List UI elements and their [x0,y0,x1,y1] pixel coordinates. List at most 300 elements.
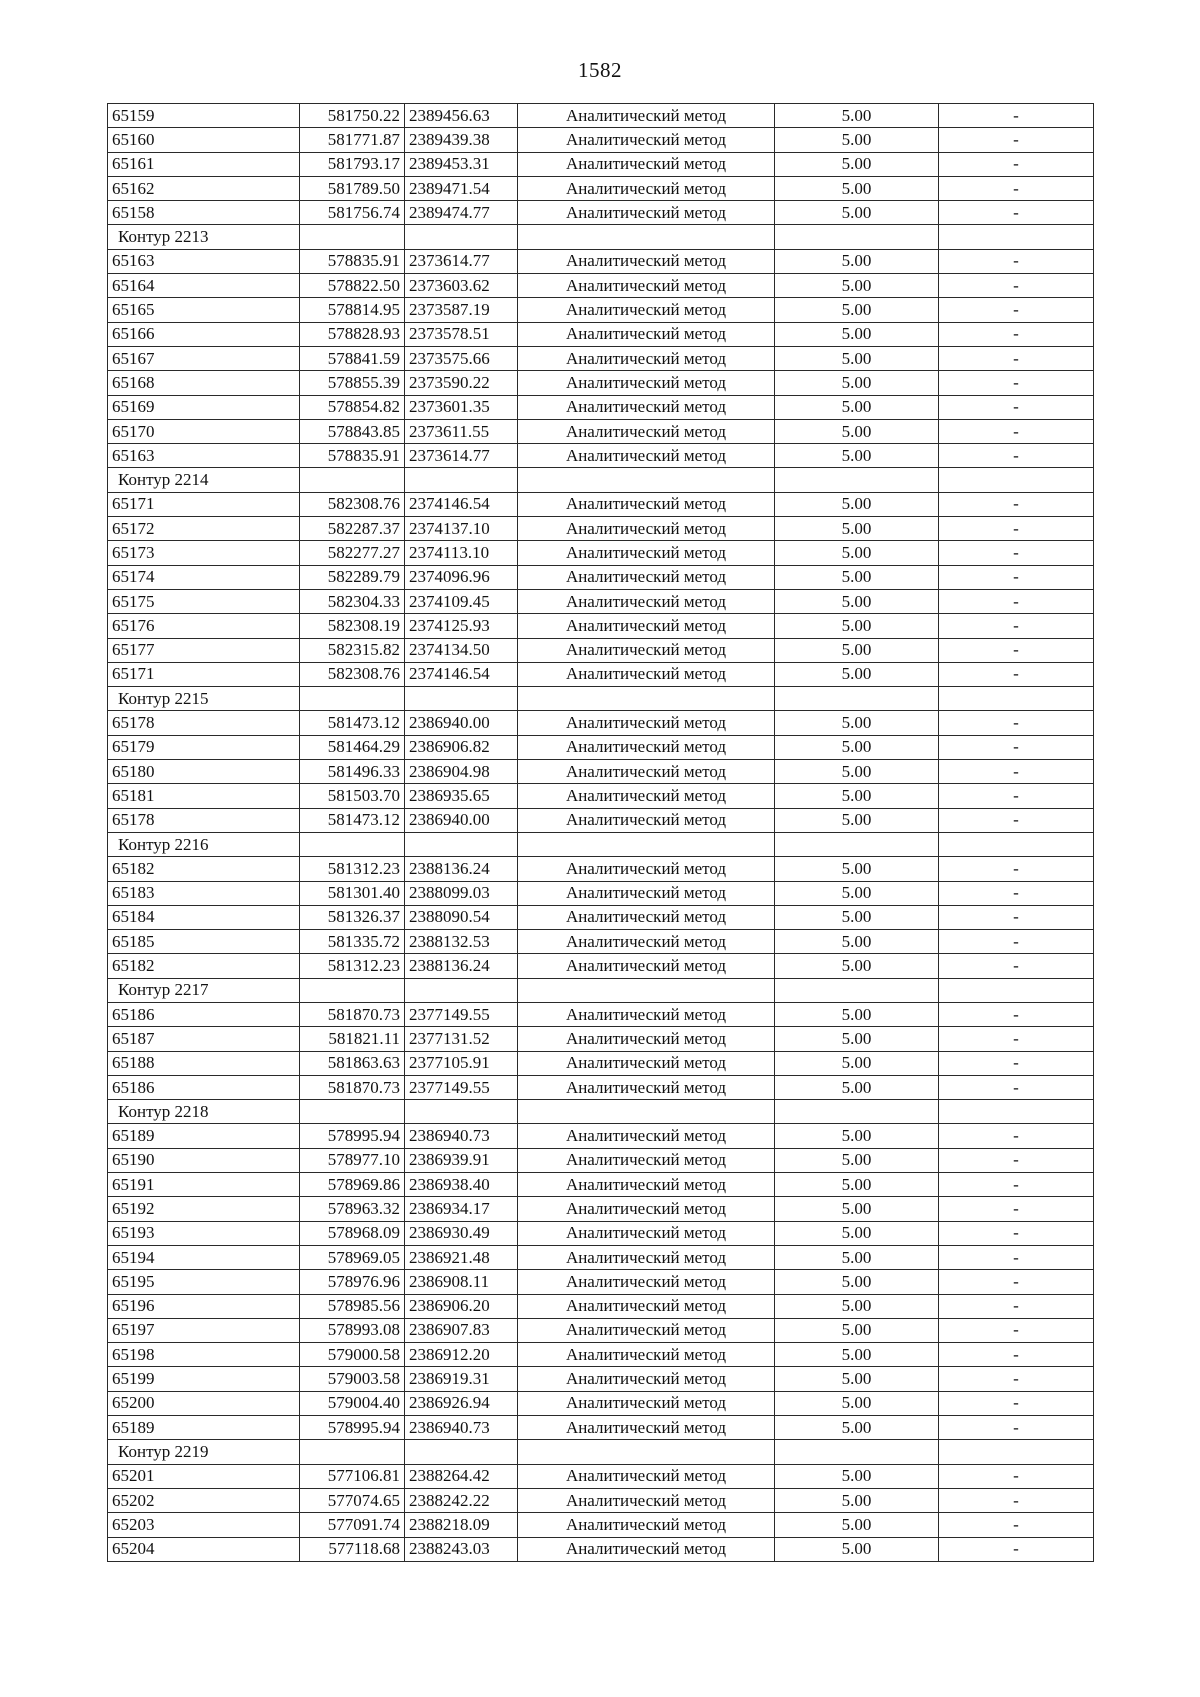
empty-cell [518,1440,775,1464]
empty-cell [518,468,775,492]
method-cell: Аналитический метод [518,1367,775,1391]
accuracy-cell: 5.00 [775,1245,939,1269]
y-coordinate-cell: 2373614.77 [405,444,518,468]
x-coordinate-cell: 578854.82 [300,395,405,419]
x-coordinate-cell: 581473.12 [300,711,405,735]
method-cell: Аналитический метод [518,1488,775,1512]
empty-cell [405,1440,518,1464]
note-cell: - [939,930,1094,954]
x-coordinate-cell: 577106.81 [300,1464,405,1488]
accuracy-cell: 5.00 [775,808,939,832]
y-coordinate-cell: 2389474.77 [405,201,518,225]
note-cell: - [939,1367,1094,1391]
empty-cell [939,225,1094,249]
accuracy-cell: 5.00 [775,492,939,516]
table-row [108,1197,1094,1221]
note-cell: - [939,1245,1094,1269]
point-id-cell: 65176 [108,614,300,638]
y-coordinate-cell: 2373587.19 [405,298,518,322]
table-row [108,346,1094,370]
note-cell: - [939,1221,1094,1245]
accuracy-cell: 5.00 [775,614,939,638]
accuracy-cell: 5.00 [775,1488,939,1512]
contour-label: Контур 2216 [108,832,300,856]
method-cell: Аналитический метод [518,881,775,905]
point-id-cell: 65177 [108,638,300,662]
table-row [108,541,1094,565]
empty-cell [775,832,939,856]
note-cell: - [939,1270,1094,1294]
note-cell: - [939,1294,1094,1318]
point-id-cell: 65202 [108,1488,300,1512]
point-id-cell: 65189 [108,1124,300,1148]
x-coordinate-cell: 582308.19 [300,614,405,638]
empty-cell [300,468,405,492]
method-cell: Аналитический метод [518,128,775,152]
x-coordinate-cell: 578995.94 [300,1416,405,1440]
x-coordinate-cell: 581326.37 [300,905,405,929]
table-row [108,1391,1094,1415]
method-cell: Аналитический метод [518,419,775,443]
note-cell: - [939,1513,1094,1537]
y-coordinate-cell: 2374134.50 [405,638,518,662]
empty-cell [300,978,405,1002]
y-coordinate-cell: 2374146.54 [405,662,518,686]
accuracy-cell: 5.00 [775,517,939,541]
note-cell: - [939,1416,1094,1440]
x-coordinate-cell: 581312.23 [300,857,405,881]
note-cell: - [939,784,1094,808]
y-coordinate-cell: 2388099.03 [405,881,518,905]
method-cell: Аналитический метод [518,1464,775,1488]
table-row [108,371,1094,395]
method-cell: Аналитический метод [518,589,775,613]
method-cell: Аналитический метод [518,1270,775,1294]
note-cell: - [939,614,1094,638]
point-id-cell: 65168 [108,371,300,395]
y-coordinate-cell: 2388243.03 [405,1537,518,1561]
contour-label: Контур 2215 [108,687,300,711]
page-number: 1582 [578,58,622,82]
empty-cell [518,225,775,249]
point-id-cell: 65193 [108,1221,300,1245]
y-coordinate-cell: 2388264.42 [405,1464,518,1488]
empty-cell [518,1100,775,1124]
method-cell: Аналитический метод [518,1148,775,1172]
note-cell: - [939,954,1094,978]
y-coordinate-cell: 2386934.17 [405,1197,518,1221]
x-coordinate-cell: 578822.50 [300,274,405,298]
accuracy-cell: 5.00 [775,1075,939,1099]
point-id-cell: 65174 [108,565,300,589]
method-cell: Аналитический метод [518,249,775,273]
table-row [108,444,1094,468]
point-id-cell: 65199 [108,1367,300,1391]
empty-cell [405,978,518,1002]
x-coordinate-cell: 578977.10 [300,1148,405,1172]
table-row [108,1148,1094,1172]
x-coordinate-cell: 578969.05 [300,1245,405,1269]
y-coordinate-cell: 2386904.98 [405,760,518,784]
note-cell: - [939,662,1094,686]
y-coordinate-cell: 2386906.82 [405,735,518,759]
y-coordinate-cell: 2374146.54 [405,492,518,516]
accuracy-cell: 5.00 [775,201,939,225]
y-coordinate-cell: 2377149.55 [405,1002,518,1026]
point-id-cell: 65161 [108,152,300,176]
x-coordinate-cell: 581756.74 [300,201,405,225]
accuracy-cell: 5.00 [775,954,939,978]
empty-cell [405,468,518,492]
accuracy-cell: 5.00 [775,1027,939,1051]
y-coordinate-cell: 2389471.54 [405,176,518,200]
note-cell: - [939,152,1094,176]
point-id-cell: 65173 [108,541,300,565]
y-coordinate-cell: 2377131.52 [405,1027,518,1051]
method-cell: Аналитический метод [518,298,775,322]
table-row [108,589,1094,613]
x-coordinate-cell: 581464.29 [300,735,405,759]
method-cell: Аналитический метод [518,274,775,298]
empty-cell [300,832,405,856]
x-coordinate-cell: 579003.58 [300,1367,405,1391]
x-coordinate-cell: 582308.76 [300,662,405,686]
table-row [108,492,1094,516]
table-row [108,1488,1094,1512]
note-cell: - [939,371,1094,395]
table-row [108,1537,1094,1561]
point-id-cell: 65203 [108,1513,300,1537]
contour-header-row [108,687,1094,711]
method-cell: Аналитический метод [518,1318,775,1342]
x-coordinate-cell: 581863.63 [300,1051,405,1075]
y-coordinate-cell: 2386939.91 [405,1148,518,1172]
x-coordinate-cell: 582315.82 [300,638,405,662]
x-coordinate-cell: 581503.70 [300,784,405,808]
accuracy-cell: 5.00 [775,1124,939,1148]
table-row [108,152,1094,176]
point-id-cell: 65179 [108,735,300,759]
y-coordinate-cell: 2389439.38 [405,128,518,152]
point-id-cell: 65181 [108,784,300,808]
empty-cell [405,832,518,856]
empty-cell [775,225,939,249]
y-coordinate-cell: 2373614.77 [405,249,518,273]
point-id-cell: 65180 [108,760,300,784]
table-row [108,517,1094,541]
table-row [108,638,1094,662]
table-row [108,1173,1094,1197]
point-id-cell: 65163 [108,444,300,468]
note-cell: - [939,322,1094,346]
contour-header-row [108,468,1094,492]
y-coordinate-cell: 2377149.55 [405,1075,518,1099]
table-row [108,1294,1094,1318]
method-cell: Аналитический метод [518,176,775,200]
note-cell: - [939,905,1094,929]
method-cell: Аналитический метод [518,1416,775,1440]
table-row [108,322,1094,346]
note-cell: - [939,1488,1094,1512]
y-coordinate-cell: 2373575.66 [405,346,518,370]
y-coordinate-cell: 2373603.62 [405,274,518,298]
y-coordinate-cell: 2374125.93 [405,614,518,638]
note-cell: - [939,249,1094,273]
note-cell: - [939,492,1094,516]
y-coordinate-cell: 2386912.20 [405,1343,518,1367]
note-cell: - [939,711,1094,735]
method-cell: Аналитический метод [518,1343,775,1367]
x-coordinate-cell: 578995.94 [300,1124,405,1148]
accuracy-cell: 5.00 [775,176,939,200]
table-row [108,1367,1094,1391]
note-cell: - [939,1343,1094,1367]
point-id-cell: 65159 [108,104,300,128]
method-cell: Аналитический метод [518,857,775,881]
note-cell: - [939,1318,1094,1342]
table-row [108,274,1094,298]
x-coordinate-cell: 582287.37 [300,517,405,541]
point-id-cell: 65192 [108,1197,300,1221]
contour-header-row [108,1440,1094,1464]
empty-cell [775,978,939,1002]
x-coordinate-cell: 578841.59 [300,346,405,370]
y-coordinate-cell: 2373590.22 [405,371,518,395]
accuracy-cell: 5.00 [775,1367,939,1391]
point-id-cell: 65175 [108,589,300,613]
contour-header-row [108,1100,1094,1124]
table-row [108,1270,1094,1294]
accuracy-cell: 5.00 [775,1173,939,1197]
note-cell: - [939,565,1094,589]
x-coordinate-cell: 578828.93 [300,322,405,346]
x-coordinate-cell: 577118.68 [300,1537,405,1561]
x-coordinate-cell: 578963.32 [300,1197,405,1221]
empty-cell [939,1440,1094,1464]
method-cell: Аналитический метод [518,395,775,419]
note-cell: - [939,128,1094,152]
point-id-cell: 65196 [108,1294,300,1318]
method-cell: Аналитический метод [518,1075,775,1099]
method-cell: Аналитический метод [518,905,775,929]
point-id-cell: 65164 [108,274,300,298]
x-coordinate-cell: 581473.12 [300,808,405,832]
note-cell: - [939,395,1094,419]
x-coordinate-cell: 578993.08 [300,1318,405,1342]
accuracy-cell: 5.00 [775,589,939,613]
y-coordinate-cell: 2374113.10 [405,541,518,565]
y-coordinate-cell: 2377105.91 [405,1051,518,1075]
point-id-cell: 65183 [108,881,300,905]
point-id-cell: 65169 [108,395,300,419]
method-cell: Аналитический метод [518,1294,775,1318]
point-id-cell: 65200 [108,1391,300,1415]
note-cell: - [939,735,1094,759]
y-coordinate-cell: 2388132.53 [405,930,518,954]
contour-header-row [108,832,1094,856]
point-id-cell: 65158 [108,201,300,225]
y-coordinate-cell: 2388218.09 [405,1513,518,1537]
point-id-cell: 65182 [108,857,300,881]
table-row [108,662,1094,686]
method-cell: Аналитический метод [518,152,775,176]
y-coordinate-cell: 2373601.35 [405,395,518,419]
empty-cell [518,832,775,856]
table-row [108,808,1094,832]
table-row [108,930,1094,954]
method-cell: Аналитический метод [518,371,775,395]
x-coordinate-cell: 581793.17 [300,152,405,176]
x-coordinate-cell: 581771.87 [300,128,405,152]
y-coordinate-cell: 2386926.94 [405,1391,518,1415]
x-coordinate-cell: 579000.58 [300,1343,405,1367]
accuracy-cell: 5.00 [775,322,939,346]
accuracy-cell: 5.00 [775,1294,939,1318]
accuracy-cell: 5.00 [775,1221,939,1245]
empty-cell [518,687,775,711]
point-id-cell: 65190 [108,1148,300,1172]
table-row [108,298,1094,322]
x-coordinate-cell: 581312.23 [300,954,405,978]
x-coordinate-cell: 578976.96 [300,1270,405,1294]
y-coordinate-cell: 2373578.51 [405,322,518,346]
accuracy-cell: 5.00 [775,930,939,954]
point-id-cell: 65188 [108,1051,300,1075]
x-coordinate-cell: 581789.50 [300,176,405,200]
empty-cell [300,687,405,711]
method-cell: Аналитический метод [518,1245,775,1269]
method-cell: Аналитический метод [518,735,775,759]
note-cell: - [939,1391,1094,1415]
y-coordinate-cell: 2389456.63 [405,104,518,128]
point-id-cell: 65189 [108,1416,300,1440]
method-cell: Аналитический метод [518,104,775,128]
x-coordinate-cell: 581335.72 [300,930,405,954]
point-id-cell: 65165 [108,298,300,322]
empty-cell [775,468,939,492]
accuracy-cell: 5.00 [775,565,939,589]
accuracy-cell: 5.00 [775,638,939,662]
empty-cell [939,687,1094,711]
method-cell: Аналитический метод [518,1391,775,1415]
method-cell: Аналитический метод [518,1027,775,1051]
x-coordinate-cell: 578835.91 [300,444,405,468]
table-row [108,565,1094,589]
x-coordinate-cell: 578835.91 [300,249,405,273]
accuracy-cell: 5.00 [775,1270,939,1294]
contour-label: Контур 2214 [108,468,300,492]
method-cell: Аналитический метод [518,614,775,638]
x-coordinate-cell: 579004.40 [300,1391,405,1415]
note-cell: - [939,346,1094,370]
x-coordinate-cell: 578985.56 [300,1294,405,1318]
method-cell: Аналитический метод [518,784,775,808]
note-cell: - [939,517,1094,541]
y-coordinate-cell: 2388090.54 [405,905,518,929]
point-id-cell: 65170 [108,419,300,443]
empty-cell [775,1440,939,1464]
y-coordinate-cell: 2386919.31 [405,1367,518,1391]
x-coordinate-cell: 581750.22 [300,104,405,128]
table-row [108,1343,1094,1367]
table-row [108,128,1094,152]
accuracy-cell: 5.00 [775,249,939,273]
y-coordinate-cell: 2388242.22 [405,1488,518,1512]
method-cell: Аналитический метод [518,711,775,735]
point-id-cell: 65185 [108,930,300,954]
empty-cell [775,687,939,711]
x-coordinate-cell: 578814.95 [300,298,405,322]
note-cell: - [939,881,1094,905]
point-id-cell: 65163 [108,249,300,273]
x-coordinate-cell: 581821.11 [300,1027,405,1051]
note-cell: - [939,298,1094,322]
note-cell: - [939,1537,1094,1561]
table-row [108,954,1094,978]
y-coordinate-cell: 2386906.20 [405,1294,518,1318]
y-coordinate-cell: 2386907.83 [405,1318,518,1342]
table-row [108,905,1094,929]
point-id-cell: 65160 [108,128,300,152]
note-cell: - [939,808,1094,832]
accuracy-cell: 5.00 [775,857,939,881]
note-cell: - [939,857,1094,881]
point-id-cell: 65178 [108,808,300,832]
point-id-cell: 65186 [108,1002,300,1026]
coordinates-table-body [108,104,1094,1562]
method-cell: Аналитический метод [518,1197,775,1221]
accuracy-cell: 5.00 [775,346,939,370]
table-row [108,614,1094,638]
accuracy-cell: 5.00 [775,1002,939,1026]
contour-label: Контур 2217 [108,978,300,1002]
accuracy-cell: 5.00 [775,298,939,322]
method-cell: Аналитический метод [518,662,775,686]
contour-label: Контур 2219 [108,1440,300,1464]
accuracy-cell: 5.00 [775,1148,939,1172]
table-row [108,735,1094,759]
table-row [108,1245,1094,1269]
accuracy-cell: 5.00 [775,541,939,565]
empty-cell [300,1440,405,1464]
accuracy-cell: 5.00 [775,1464,939,1488]
table-row [108,1416,1094,1440]
method-cell: Аналитический метод [518,930,775,954]
x-coordinate-cell: 578855.39 [300,371,405,395]
note-cell: - [939,104,1094,128]
note-cell: - [939,1173,1094,1197]
method-cell: Аналитический метод [518,808,775,832]
note-cell: - [939,274,1094,298]
accuracy-cell: 5.00 [775,444,939,468]
accuracy-cell: 5.00 [775,395,939,419]
x-coordinate-cell: 581496.33 [300,760,405,784]
accuracy-cell: 5.00 [775,371,939,395]
contour-header-row [108,978,1094,1002]
point-id-cell: 65178 [108,711,300,735]
method-cell: Аналитический метод [518,322,775,346]
note-cell: - [939,1075,1094,1099]
table-row [108,419,1094,443]
x-coordinate-cell: 581301.40 [300,881,405,905]
method-cell: Аналитический метод [518,517,775,541]
y-coordinate-cell: 2388136.24 [405,954,518,978]
point-id-cell: 65191 [108,1173,300,1197]
method-cell: Аналитический метод [518,1124,775,1148]
note-cell: - [939,1002,1094,1026]
accuracy-cell: 5.00 [775,1537,939,1561]
y-coordinate-cell: 2374137.10 [405,517,518,541]
